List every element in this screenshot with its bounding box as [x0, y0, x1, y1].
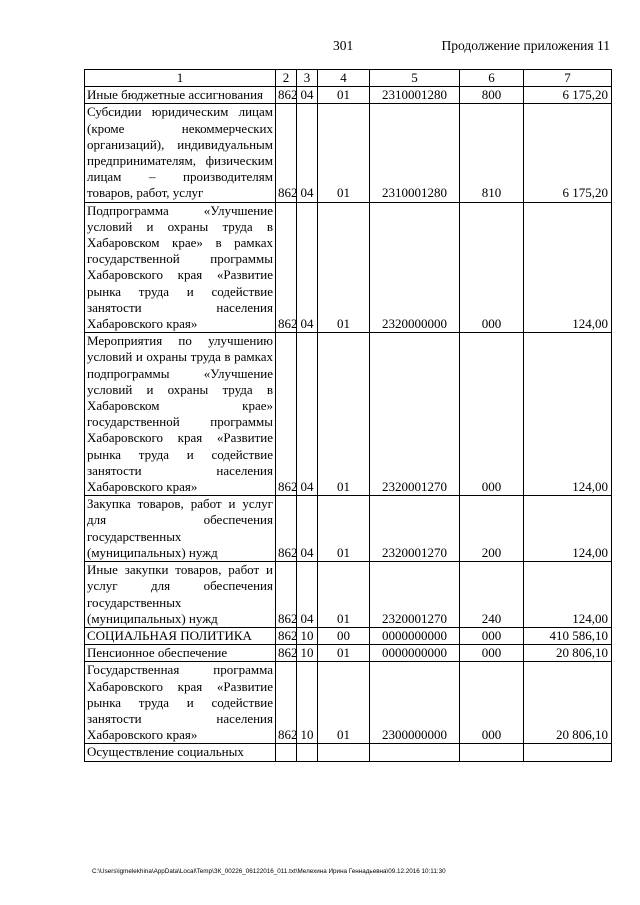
section-code: 04 [297, 562, 318, 628]
row-name: Иные бюджетные ассигнования [85, 87, 276, 104]
expense-type-code: 200 [460, 496, 524, 562]
expense-type-code: 800 [460, 87, 524, 104]
ministry-code [276, 744, 297, 761]
ministry-code: 862 [276, 202, 297, 333]
amount: 6 175,20 [524, 87, 612, 104]
target-article-code: 2300000000 [370, 662, 460, 744]
row-name: Закупка товаров, работ и услуг для обеспечения государственных (муниципальных) нужд [85, 496, 276, 562]
expense-type-code: 000 [460, 333, 524, 496]
table-row [85, 645, 612, 662]
amount [524, 744, 612, 761]
subsection-code: 01 [318, 496, 370, 562]
target-article-code: 2320001270 [370, 562, 460, 628]
subsection-code: 01 [318, 645, 370, 662]
subsection-code: 01 [318, 202, 370, 333]
file-path-footer: C:\Users\igmelekhina\AppData\Local\Temp\ЗК_00226_06122016_011.txt\Мелехина Ирина Геннадьевна\09.12.2016 10:11:30 [92, 868, 446, 875]
table-row [85, 333, 612, 496]
column-header: 1 [85, 70, 276, 87]
row-name: Осуществление социальных [85, 744, 276, 761]
section-code: 10 [297, 627, 318, 644]
target-article-code: 2310001280 [370, 87, 460, 104]
subsection-code: 01 [318, 104, 370, 202]
column-header: 5 [370, 70, 460, 87]
budget-table [84, 69, 612, 762]
column-header: 3 [297, 70, 318, 87]
section-code: 04 [297, 333, 318, 496]
row-name: Государственная программа Хабаровского края «Развитие рынка труда и содействие занятости населения Хабаровского края» [85, 662, 276, 744]
table-row [85, 202, 612, 333]
column-header: 6 [460, 70, 524, 87]
ministry-code: 862 [276, 662, 297, 744]
table-row [85, 104, 612, 202]
section-code: 10 [297, 645, 318, 662]
section-code: 04 [297, 202, 318, 333]
subsection-code: 01 [318, 333, 370, 496]
table-row [85, 662, 612, 744]
table-row [85, 627, 612, 644]
amount: 20 806,10 [524, 662, 612, 744]
table-row [85, 87, 612, 104]
amount: 124,00 [524, 202, 612, 333]
column-header: 2 [276, 70, 297, 87]
ministry-code: 862 [276, 87, 297, 104]
target-article-code: 2320001270 [370, 496, 460, 562]
expense-type-code [460, 744, 524, 761]
column-number-row [85, 70, 612, 87]
ministry-code: 862 [276, 104, 297, 202]
amount: 6 175,20 [524, 104, 612, 202]
section-code: 04 [297, 496, 318, 562]
expense-type-code: 000 [460, 645, 524, 662]
expense-type-code: 810 [460, 104, 524, 202]
target-article-code: 2320000000 [370, 202, 460, 333]
target-article-code: 2320001270 [370, 333, 460, 496]
target-article-code [370, 744, 460, 761]
table-row [85, 562, 612, 628]
column-header: 4 [318, 70, 370, 87]
appendix-continuation-note: Продолжение приложения 11 [441, 38, 610, 53]
section-code: 04 [297, 104, 318, 202]
column-header: 7 [524, 70, 612, 87]
page-number: 301 [333, 38, 354, 53]
amount: 124,00 [524, 333, 612, 496]
amount: 410 586,10 [524, 627, 612, 644]
ministry-code: 862 [276, 562, 297, 628]
amount: 124,00 [524, 496, 612, 562]
ministry-code: 862 [276, 333, 297, 496]
section-code: 04 [297, 87, 318, 104]
row-name: Подпрограмма «Улучшение условий и охраны труда в Хабаровском крае» в рамках государственной программы Хабаровского края «Развитие рынка труда и содействие занятости населения Хабаровского края» [85, 202, 276, 333]
table-row [85, 496, 612, 562]
amount: 124,00 [524, 562, 612, 628]
ministry-code: 862 [276, 645, 297, 662]
table-row [85, 744, 612, 761]
row-name: Субсидии юридическим лицам (кроме некоммерческих организаций), индивидуальным предпринимателям, физическим лицам – производителям товаров, работ, услуг [85, 104, 276, 202]
ministry-code: 862 [276, 496, 297, 562]
expense-type-code: 000 [460, 662, 524, 744]
section-code [297, 744, 318, 761]
target-article-code: 0000000000 [370, 627, 460, 644]
subsection-code: 01 [318, 662, 370, 744]
row-name: Пенсионное обеспечение [85, 645, 276, 662]
expense-type-code: 000 [460, 627, 524, 644]
expense-type-code: 000 [460, 202, 524, 333]
expense-type-code: 240 [460, 562, 524, 628]
subsection-code: 01 [318, 87, 370, 104]
subsection-code: 01 [318, 562, 370, 628]
row-name: Мероприятия по улучшению условий и охраны труда в рамках подпрограммы «Улучшение условий и охраны труда в Хабаровском крае» государственной программы Хабаровского края «Развитие рынка труда и содействие занятости населения Хабаровского края» [85, 333, 276, 496]
target-article-code: 0000000000 [370, 645, 460, 662]
ministry-code: 862 [276, 627, 297, 644]
amount: 20 806,10 [524, 645, 612, 662]
target-article-code: 2310001280 [370, 104, 460, 202]
subsection-code: 00 [318, 627, 370, 644]
section-code: 10 [297, 662, 318, 744]
row-name: Иные закупки товаров, работ и услуг для обеспечения государственных (муниципальных) нужд [85, 562, 276, 628]
subsection-code [318, 744, 370, 761]
row-name: СОЦИАЛЬНАЯ ПОЛИТИКА [85, 627, 276, 644]
